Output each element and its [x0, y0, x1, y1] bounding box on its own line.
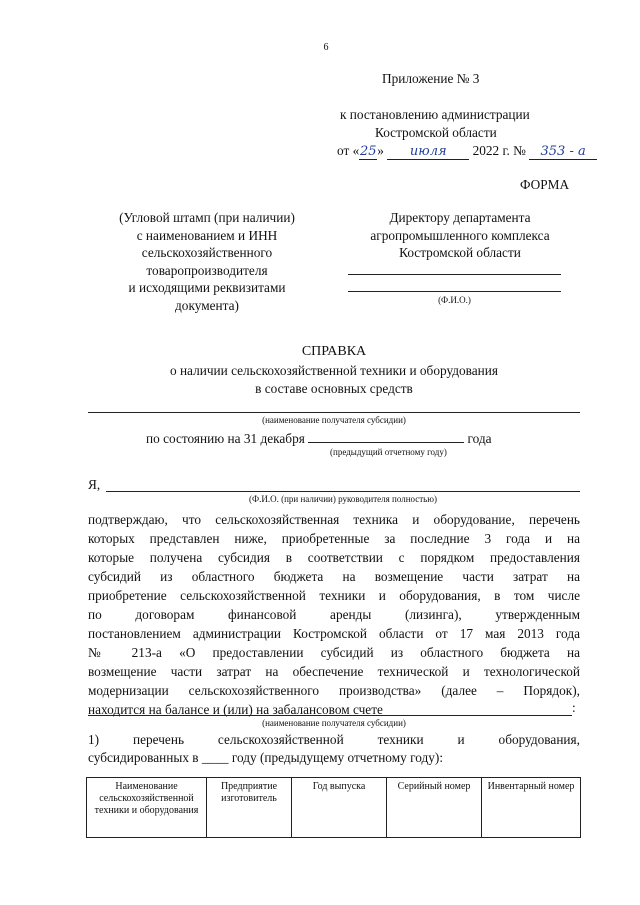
addressee-name-line-2: [348, 291, 561, 292]
stamp-line: сельскохозяйственного: [141, 245, 273, 260]
date-prefix: от «: [337, 143, 360, 158]
addressee-block: [335, 209, 585, 262]
as-of-year-blank: [308, 430, 464, 443]
resolution-line-1: к постановлению администрации: [340, 107, 530, 122]
body-line: по договорам финансовой аренды (лизинга), утвержденным: [88, 607, 580, 622]
stamp-line: товаропроизводителя: [146, 262, 268, 278]
as-of-prefix: по состоянию на 31 декабря: [146, 431, 305, 446]
stamp-line: документа): [175, 297, 239, 313]
col-header-manufacturer: Предприятие изготовитель: [207, 778, 292, 838]
as-of-line: [146, 430, 492, 447]
resolution-date-line: [337, 143, 597, 160]
head-caption: (Ф.И.О. (при наличии) руководителя полностью): [248, 494, 437, 504]
body-line: субсидий из областного бюджета на возмещение части затрат на: [88, 569, 580, 584]
body-line: находится на балансе и (или) на забалансовом счете: [88, 702, 383, 717]
resolution-line-2: Костромской области: [375, 125, 497, 140]
addressee-line: агропромышленного комплекса: [370, 227, 550, 243]
colon: :: [572, 700, 576, 715]
appendix-title: Приложение № 3: [382, 71, 480, 86]
page-number: 6: [323, 42, 329, 53]
body-line: возмещение части затрат на обеспечение технической и технологической: [88, 664, 580, 679]
addressee-line: Костромской области: [399, 245, 521, 260]
addressee-name-line-1: [348, 274, 561, 275]
body-line: приобретение сельскохозяйственной техники и оборудования, в том числе: [88, 588, 580, 603]
head-name-line: [106, 491, 580, 492]
recipient-name-line-2: [88, 715, 572, 716]
list-intro-2: субсидированных в ____ году (предыдущему отчетному году):: [88, 750, 444, 765]
body-line: модернизации сельскохозяйственного производства» (далее – Порядок),: [88, 683, 580, 698]
as-of-caption: (предыдущий отчетному году): [330, 447, 447, 457]
date-mid: »: [377, 143, 384, 158]
stamp-line: (Угловой штамп (при наличии): [119, 210, 295, 225]
body-paragraph: [88, 510, 580, 719]
document-subtitle-2: в составе основных средств: [255, 381, 413, 396]
body-line: подтверждаю, что сельскохозяйственная техника и оборудование, перечень: [88, 512, 580, 527]
stamp-line: с наименованием и ИНН: [136, 227, 278, 243]
col-header-serial: Серийный номер: [387, 778, 482, 838]
recipient-caption: (наименование получателя субсидии): [262, 415, 406, 425]
resolution-number-handwritten: 353 - а: [529, 144, 597, 160]
addressee-line: Директору департамента: [389, 210, 531, 225]
as-of-suffix: года: [467, 431, 492, 446]
equipment-table: [86, 777, 581, 838]
corner-stamp-block: [96, 209, 318, 314]
document-subtitle-1: о наличии сельскохозяйственной техники и оборудования: [169, 363, 499, 378]
col-header-inventory: Инвентарный номер: [482, 778, 581, 838]
fio-caption: (Ф.И.О.): [438, 295, 471, 305]
date-day-handwritten: 25: [359, 144, 377, 159]
col-header-name: Наименование сельскохозяйственной техники и оборудования: [87, 778, 207, 838]
stamp-line: и исходящими реквизитами: [128, 280, 286, 295]
form-label: ФОРМА: [520, 177, 570, 192]
recipient-caption-2: (наименование получателя субсидии): [262, 718, 406, 728]
date-year: 2022 г. №: [472, 143, 526, 158]
body-line: № 213-а «О предоставлении субсидий из областного бюджета на: [88, 645, 580, 660]
body-line: которые получена субсидия в соответствии с порядком предоставления: [88, 550, 580, 565]
date-month-handwritten: июля: [387, 144, 469, 160]
body-line: постановлением администрации Костромской области от 17 мая 2013 года: [88, 626, 580, 641]
table-header-row: [87, 778, 581, 838]
body-line: которых представлен ниже, приобретенные за последние 3 года и на: [88, 531, 580, 546]
recipient-name-line: [88, 412, 580, 413]
i-label: Я,: [88, 477, 101, 492]
document-title: СПРАВКА: [301, 344, 367, 359]
col-header-year: Год выпуска: [292, 778, 387, 838]
list-intro-1: 1) перечень сельскохозяйственной техники и оборудования,: [88, 732, 580, 747]
